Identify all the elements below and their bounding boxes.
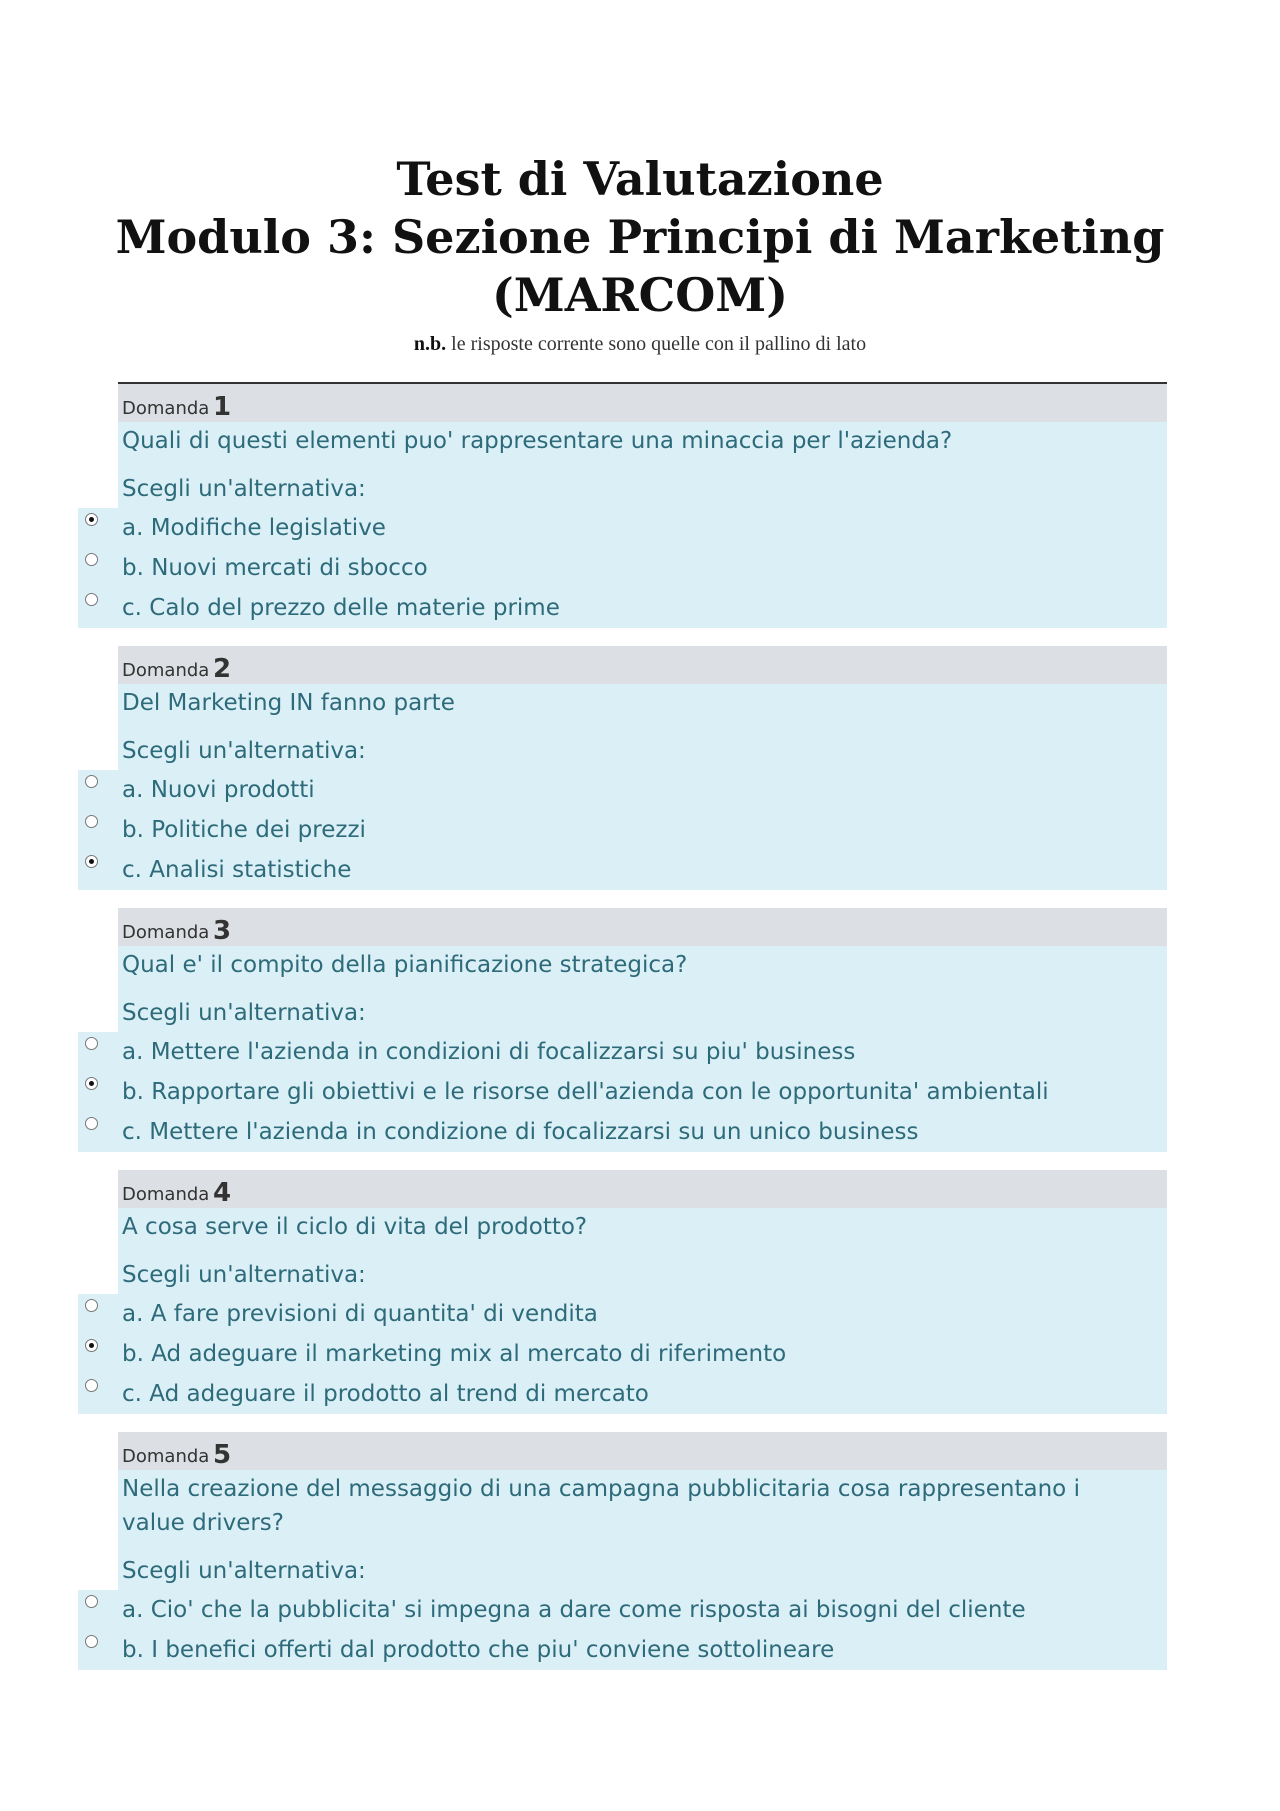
- radio-cell: [78, 1374, 118, 1414]
- question-block: [0, 908, 1280, 1152]
- radio-cell: [78, 1630, 118, 1670]
- question-prompt: Scegli un'alternativa:: [122, 1000, 366, 1026]
- document-header: [0, 150, 1280, 356]
- answer-note: [0, 332, 1280, 356]
- question-block: [0, 384, 1280, 628]
- radio-unchecked-icon[interactable]: [85, 1635, 98, 1648]
- radio-unchecked-icon[interactable]: [85, 1117, 98, 1130]
- answer-option[interactable]: [118, 508, 1167, 548]
- radio-checked-icon[interactable]: [85, 1077, 98, 1090]
- radio-checked-icon[interactable]: [85, 855, 98, 868]
- radio-unchecked-icon[interactable]: [85, 1299, 98, 1312]
- answer-option[interactable]: [118, 588, 1167, 628]
- document-title-line-1: Test di Valutazione: [396, 152, 884, 206]
- answer-option-text: c. Ad adeguare il prodotto al trend di mercato: [122, 1381, 649, 1407]
- answer-option[interactable]: [118, 1112, 1167, 1152]
- answer-option-text: c. Mettere l'azienda in condizione di focalizzarsi su un unico business: [122, 1119, 919, 1145]
- radio-cell: [78, 1334, 118, 1374]
- answer-option[interactable]: [118, 1590, 1167, 1630]
- question-label: Domanda: [122, 398, 210, 419]
- radio-unchecked-icon[interactable]: [85, 1037, 98, 1050]
- question-number: 2: [213, 654, 232, 684]
- question-label: Domanda: [122, 660, 210, 681]
- radio-cell: [78, 770, 118, 810]
- answer-option[interactable]: [118, 548, 1167, 588]
- answer-option-text: c. Calo del prezzo delle materie prime: [122, 595, 560, 621]
- radio-cell: [78, 1590, 118, 1630]
- question-body: [118, 1470, 1167, 1670]
- answer-option[interactable]: [118, 1630, 1167, 1670]
- answer-option[interactable]: [118, 770, 1167, 810]
- radio-cell: [78, 508, 118, 548]
- answer-option-text: a. Mettere l'azienda in condizioni di focalizzarsi su piu' business: [122, 1039, 856, 1065]
- answer-option-text: a. Modifiche legislative: [122, 515, 386, 541]
- question-prompt: Scegli un'alternativa:: [122, 476, 366, 502]
- answer-note-bold: n.b.: [413, 333, 447, 355]
- question-body: [118, 422, 1167, 628]
- question-label: Domanda: [122, 1446, 210, 1467]
- question-text: A cosa serve il ciclo di vita del prodotto?: [122, 1214, 588, 1240]
- radio-cell: [78, 588, 118, 628]
- answer-option[interactable]: [118, 1032, 1167, 1072]
- question-body: [118, 1208, 1167, 1414]
- question-number: 1: [213, 392, 232, 422]
- radio-cell: [78, 850, 118, 890]
- question-header: [118, 908, 1167, 946]
- answer-option[interactable]: [118, 810, 1167, 850]
- answer-option-text: b. Nuovi mercati di sbocco: [122, 555, 428, 581]
- radio-unchecked-icon[interactable]: [85, 1595, 98, 1608]
- answer-option[interactable]: [118, 850, 1167, 890]
- answer-option[interactable]: [118, 1334, 1167, 1374]
- question-block: [0, 1432, 1280, 1670]
- radio-cell: [78, 1294, 118, 1334]
- question-block: [0, 1170, 1280, 1414]
- answer-option[interactable]: [118, 1294, 1167, 1334]
- question-header: [118, 1170, 1167, 1208]
- answer-option-text: a. Nuovi prodotti: [122, 777, 315, 803]
- document-title-line-2: Modulo 3: Sezione Principi di Marketing: [115, 210, 1165, 264]
- answer-option[interactable]: [118, 1374, 1167, 1414]
- radio-unchecked-icon[interactable]: [85, 775, 98, 788]
- document-title-line-3: (MARCOM): [492, 268, 788, 322]
- question-text: Quali di questi elementi puo' rappresentare una minaccia per l'azienda?: [122, 428, 953, 454]
- radio-cell: [78, 1112, 118, 1152]
- answer-option-text: a. Cio' che la pubblicita' si impegna a dare come risposta ai bisogni del cliente: [122, 1597, 1026, 1623]
- question-body: [118, 684, 1167, 890]
- question-header: [118, 384, 1167, 422]
- question-header: [118, 646, 1167, 684]
- answer-option-text: c. Analisi statistiche: [122, 857, 352, 883]
- answer-option[interactable]: [118, 1072, 1167, 1112]
- question-number: 5: [213, 1440, 232, 1470]
- radio-unchecked-icon[interactable]: [85, 815, 98, 828]
- radio-unchecked-icon[interactable]: [85, 1379, 98, 1392]
- question-label: Domanda: [122, 1184, 210, 1205]
- question-text: Qual e' il compito della pianificazione strategica?: [122, 952, 688, 978]
- radio-cell: [78, 1072, 118, 1112]
- question-prompt: Scegli un'alternativa:: [122, 1558, 366, 1584]
- answer-option-text: b. Politiche dei prezzi: [122, 817, 366, 843]
- question-label: Domanda: [122, 922, 210, 943]
- radio-unchecked-icon[interactable]: [85, 593, 98, 606]
- question-prompt: Scegli un'alternativa:: [122, 738, 366, 764]
- radio-cell: [78, 548, 118, 588]
- radio-cell: [78, 810, 118, 850]
- question-body: [118, 946, 1167, 1152]
- question-number: 4: [213, 1178, 232, 1208]
- question-text: Del Marketing IN fanno parte: [122, 690, 455, 716]
- question-list: [0, 384, 1280, 1688]
- radio-unchecked-icon[interactable]: [85, 553, 98, 566]
- question-header: [118, 1432, 1167, 1470]
- answer-option-text: a. A fare previsioni di quantita' di vendita: [122, 1301, 598, 1327]
- radio-cell: [78, 1032, 118, 1072]
- answer-option-text: b. I benefici offerti dal prodotto che piu' conviene sottolineare: [122, 1637, 835, 1663]
- question-number: 3: [213, 916, 232, 946]
- question-block: [0, 646, 1280, 890]
- radio-checked-icon[interactable]: [85, 513, 98, 526]
- answer-option-text: b. Rapportare gli obiettivi e le risorse dell'azienda con le opportunita' ambientali: [122, 1079, 1049, 1105]
- answer-note-text: le risposte corrente sono quelle con il pallino di lato: [446, 333, 867, 355]
- radio-checked-icon[interactable]: [85, 1339, 98, 1352]
- question-prompt: Scegli un'alternativa:: [122, 1262, 366, 1288]
- question-text: Nella creazione del messaggio di una campagna pubblicitaria cosa rappresentano i value drivers?: [122, 1476, 1080, 1536]
- answer-option-text: b. Ad adeguare il marketing mix al mercato di riferimento: [122, 1341, 787, 1367]
